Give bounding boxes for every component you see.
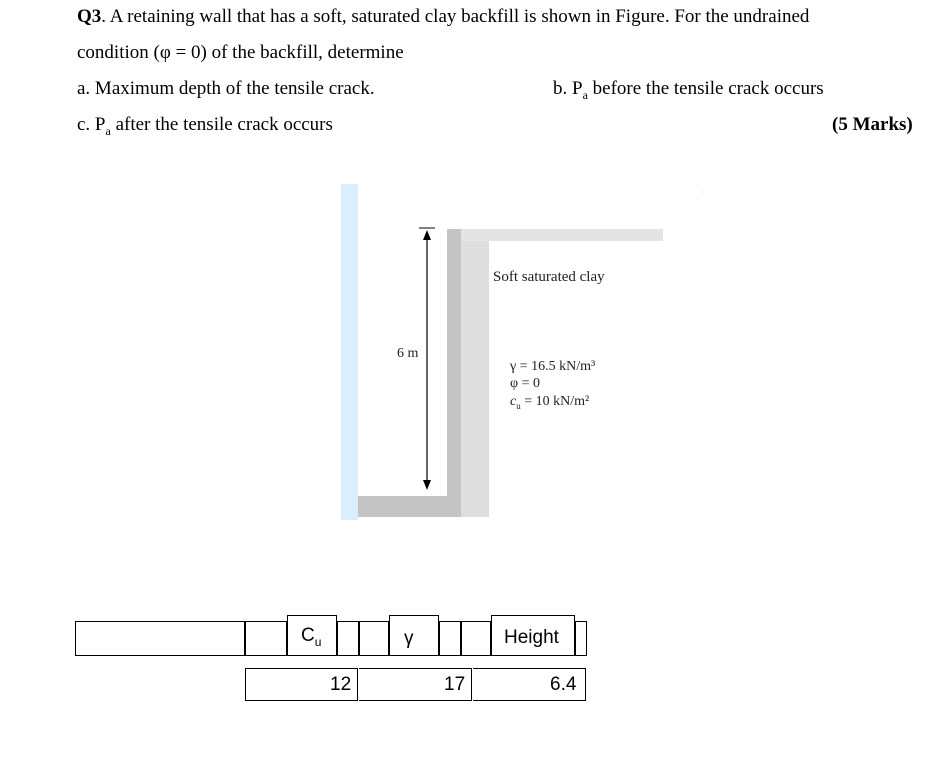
value-divider-3 [585, 668, 587, 701]
header-cell-gamma [389, 615, 439, 656]
header-cell-blank-3 [359, 621, 389, 656]
question-number: Q3 [77, 6, 102, 27]
gamma-label: γ = 16.5 kN/m³ [510, 359, 596, 374]
item-b-subscript: a [582, 87, 588, 102]
header-cell-blank-2 [337, 621, 359, 656]
header-cell-blank-5 [461, 621, 491, 656]
item-b-text: before the tensile crack occurs [587, 78, 824, 99]
wall-base [358, 496, 461, 517]
question-line-1 [77, 6, 809, 28]
cu-label [510, 394, 589, 411]
wall-stem [447, 229, 461, 517]
header-height: Height [504, 627, 559, 648]
phi-label: φ = 0 [510, 376, 540, 391]
value-cu: 12 [330, 674, 352, 695]
item-c-subscript: a [105, 123, 111, 138]
backfill-surface [447, 229, 663, 241]
dimension-arrow-bottom [423, 480, 431, 490]
cu-symbol: c [510, 394, 517, 409]
header-cu [301, 625, 321, 649]
height-label: 6 m [397, 346, 419, 361]
header-cell-blank-wide [75, 621, 245, 656]
wall-front-strip [341, 184, 358, 520]
wall-stem-shadow [461, 241, 489, 517]
value-divider-1 [357, 668, 359, 701]
header-cu-main: C [301, 625, 315, 646]
item-c-prefix: c. P [77, 114, 106, 135]
material-label: Soft saturated clay [493, 269, 605, 285]
value-row [245, 668, 587, 701]
header-gamma: γ [404, 628, 414, 649]
header-cell-blank [245, 621, 287, 656]
dimension-arrow-top [423, 230, 431, 240]
cu-value: = 10 kN/m² [520, 394, 590, 409]
marks-label: (5 Marks) [832, 114, 913, 135]
item-b [553, 78, 824, 103]
question-line-1-text: . A retaining wall that has a soft, saturated clay backfill is shown in Figure. For the undrained [101, 6, 810, 27]
value-height: 6.4 [550, 674, 577, 695]
item-b-prefix: b. P [553, 78, 583, 99]
item-c [77, 114, 333, 139]
item-c-text: after the tensile crack occurs [110, 114, 333, 135]
value-gamma: 17 [444, 674, 466, 695]
question-line-2: condition (φ = 0) of the backfill, determine [77, 42, 404, 63]
header-cu-sub: u [314, 634, 322, 649]
header-cell-blank-4 [439, 621, 461, 656]
header-cell-blank-6 [575, 621, 587, 656]
item-a: a. Maximum depth of the tensile crack. [77, 78, 375, 99]
value-divider-2 [471, 668, 473, 701]
cu-subscript: u [516, 400, 521, 411]
